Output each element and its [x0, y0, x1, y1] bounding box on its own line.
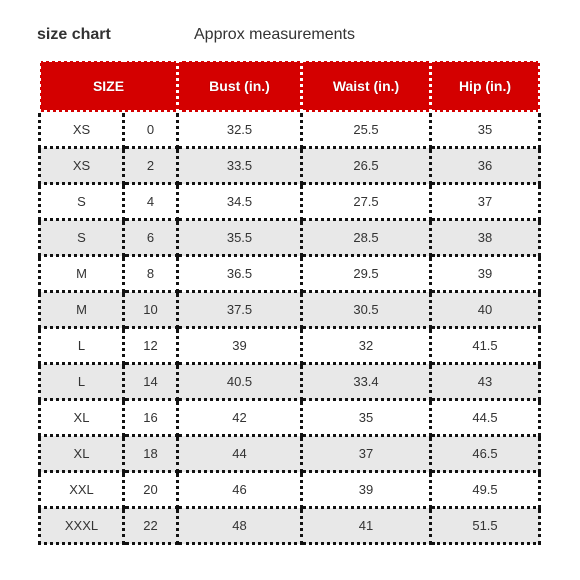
- column-header-size: SIZE: [40, 61, 178, 112]
- cell-waist: 30.5: [302, 292, 431, 328]
- cell-num: 18: [124, 436, 178, 472]
- cell-num: 2: [124, 148, 178, 184]
- cell-size: L: [40, 364, 124, 400]
- cell-num: 10: [124, 292, 178, 328]
- cell-bust: 40.5: [178, 364, 302, 400]
- size-chart-table: [38, 59, 541, 545]
- cell-hip: 39: [431, 256, 540, 292]
- cell-size: XL: [40, 400, 124, 436]
- table-row: [40, 256, 540, 292]
- cell-waist: 28.5: [302, 220, 431, 256]
- cell-bust: 37.5: [178, 292, 302, 328]
- cell-waist: 33.4: [302, 364, 431, 400]
- column-header-bust: Bust (in.): [178, 61, 302, 112]
- table-row: [40, 436, 540, 472]
- cell-size: S: [40, 220, 124, 256]
- table-row: [40, 364, 540, 400]
- page-title: size chart: [37, 26, 111, 43]
- table-header-row: [40, 61, 540, 112]
- cell-hip: 41.5: [431, 328, 540, 364]
- cell-bust: 33.5: [178, 148, 302, 184]
- cell-waist: 32: [302, 328, 431, 364]
- cell-size: XXL: [40, 472, 124, 508]
- cell-size: XS: [40, 112, 124, 148]
- cell-waist: 41: [302, 508, 431, 544]
- table-row: [40, 400, 540, 436]
- column-header-hip: Hip (in.): [431, 61, 540, 112]
- cell-size: XXXL: [40, 508, 124, 544]
- table-row: [40, 220, 540, 256]
- table-row: [40, 112, 540, 148]
- cell-size: L: [40, 328, 124, 364]
- cell-num: 0: [124, 112, 178, 148]
- cell-num: 14: [124, 364, 178, 400]
- cell-size: M: [40, 256, 124, 292]
- cell-hip: 44.5: [431, 400, 540, 436]
- cell-hip: 38: [431, 220, 540, 256]
- cell-bust: 36.5: [178, 256, 302, 292]
- table-row: [40, 184, 540, 220]
- cell-waist: 25.5: [302, 112, 431, 148]
- cell-waist: 29.5: [302, 256, 431, 292]
- cell-num: 8: [124, 256, 178, 292]
- cell-bust: 34.5: [178, 184, 302, 220]
- cell-num: 22: [124, 508, 178, 544]
- cell-bust: 48: [178, 508, 302, 544]
- table-row: [40, 472, 540, 508]
- table-row: [40, 328, 540, 364]
- cell-size: S: [40, 184, 124, 220]
- cell-bust: 39: [178, 328, 302, 364]
- cell-waist: 37: [302, 436, 431, 472]
- cell-hip: 40: [431, 292, 540, 328]
- table-row: [40, 148, 540, 184]
- cell-hip: 35: [431, 112, 540, 148]
- cell-hip: 37: [431, 184, 540, 220]
- cell-bust: 32.5: [178, 112, 302, 148]
- cell-num: 4: [124, 184, 178, 220]
- cell-hip: 51.5: [431, 508, 540, 544]
- cell-size: XS: [40, 148, 124, 184]
- cell-num: 20: [124, 472, 178, 508]
- table-row: [40, 508, 540, 544]
- cell-waist: 39: [302, 472, 431, 508]
- cell-bust: 42: [178, 400, 302, 436]
- page-subtitle: Approx measurements: [194, 26, 355, 43]
- cell-hip: 46.5: [431, 436, 540, 472]
- cell-bust: 46: [178, 472, 302, 508]
- cell-num: 6: [124, 220, 178, 256]
- cell-waist: 35: [302, 400, 431, 436]
- column-header-waist: Waist (in.): [302, 61, 431, 112]
- cell-num: 12: [124, 328, 178, 364]
- cell-size: XL: [40, 436, 124, 472]
- table-row: [40, 292, 540, 328]
- cell-bust: 44: [178, 436, 302, 472]
- cell-hip: 49.5: [431, 472, 540, 508]
- cell-num: 16: [124, 400, 178, 436]
- cell-waist: 26.5: [302, 148, 431, 184]
- cell-bust: 35.5: [178, 220, 302, 256]
- cell-size: M: [40, 292, 124, 328]
- cell-hip: 43: [431, 364, 540, 400]
- cell-waist: 27.5: [302, 184, 431, 220]
- cell-hip: 36: [431, 148, 540, 184]
